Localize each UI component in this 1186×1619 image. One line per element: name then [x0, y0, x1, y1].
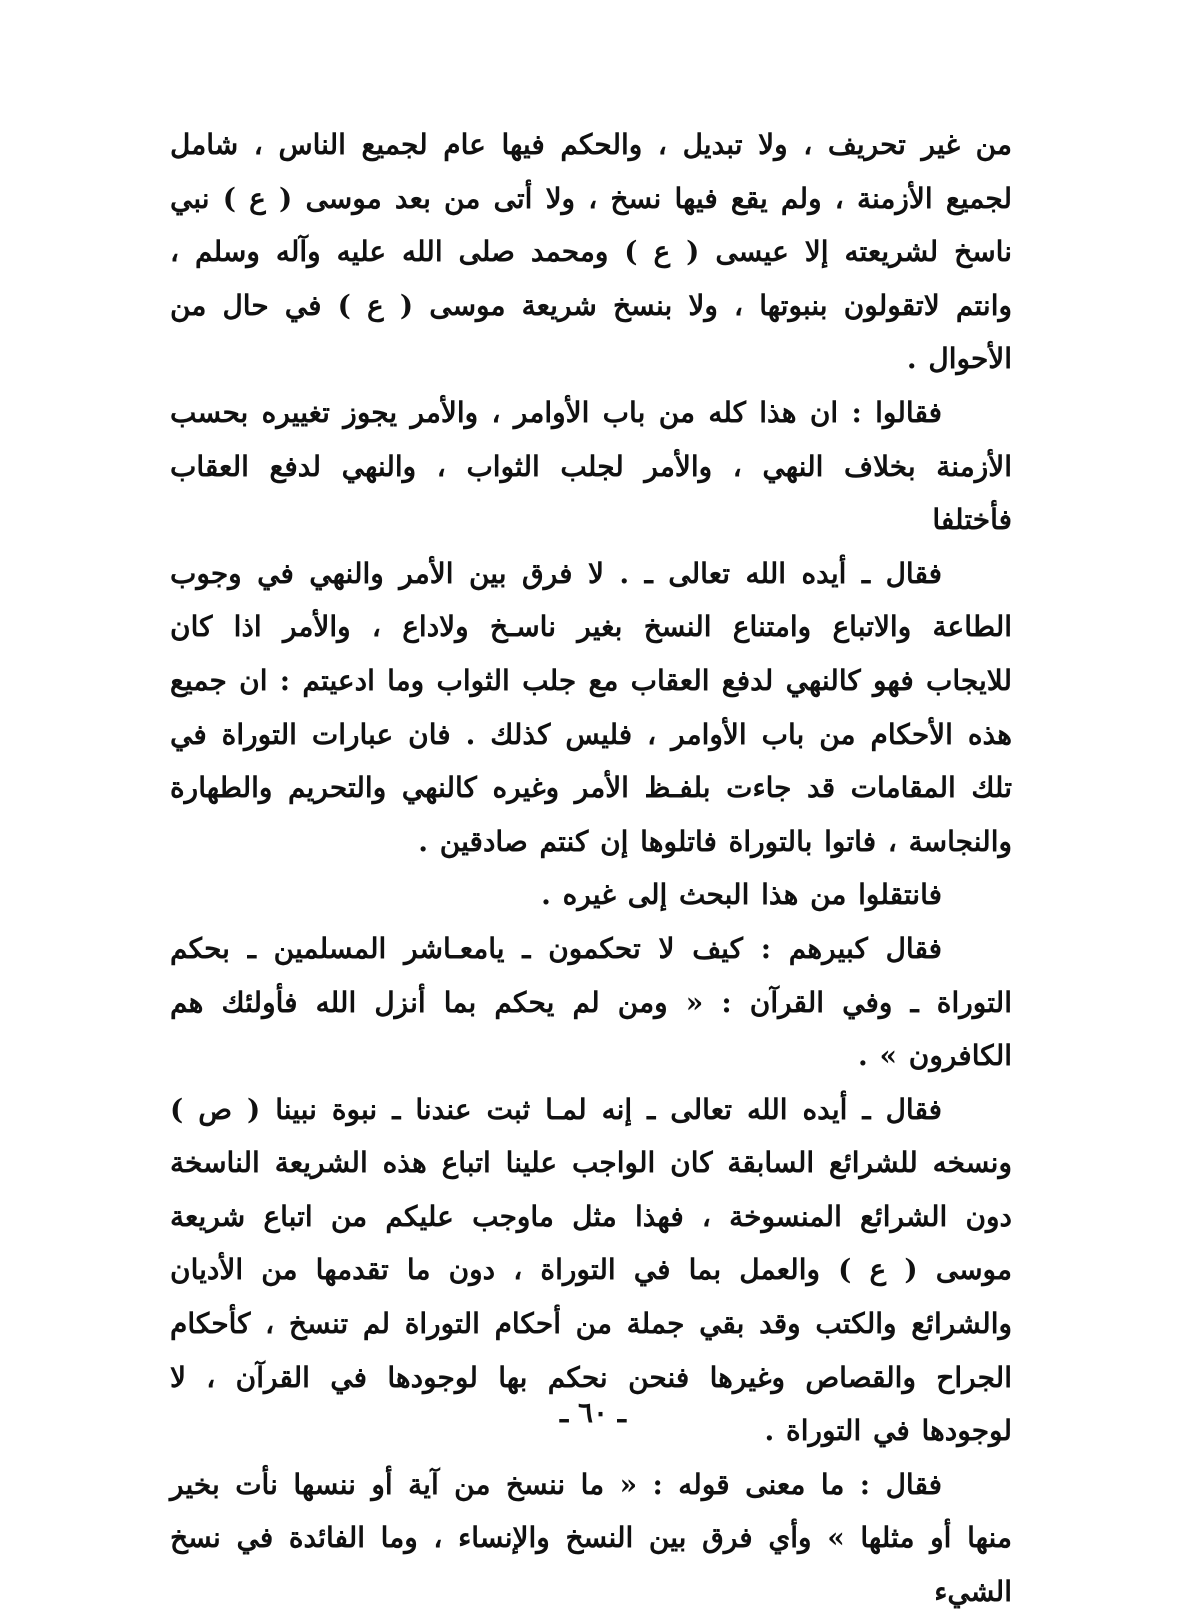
paragraph-1: من غير تحريف ، ولا تبديل ، والحكم فيها عام لجميع الناس ، شامل لجميع الأزمنة ، ولم يقع فيها نسخ ، ولا أتى من بعد موسى ( ع ) نبي ناسخ لشريعته إلا عيسى ( ع ) ومحمد صلى الله عليه وآله وسلم ، وانتم لاتقولون بنبوتها ، ولا بنسخ شريعة موسى ( ع ) في حال من الأحوال .: [170, 128, 1012, 376]
paragraph-5: فقال كبيرهم : كيف لا تحكمون ـ يامعـاشر المسلمين ـ بحكم التوراة ـ وفي القرآن : « ومن لم يحكم بما أنزل الله فأولئك هم الكافرون » .: [170, 931, 1012, 1073]
paragraph-2: فقالوا : ان هذا كله من باب الأوامر ، والأمر يجوز تغييره بحسب الأزمنة بخلاف النهي ، والأمر لجلب الثواب ، والنهي لدفع العقاب فأختلفا: [170, 395, 1012, 537]
paragraph-6: فقال ـ أيده الله تعالى ـ إنه لمـا ثبت عندنا ـ نبوة نبينا ( ص ) ونسخه للشرائع السابقة كان الواجب علينا اتباع هذه الشريعة الناسخة دون الشرائع المنسوخة ، فهذا مثل ماوجب عليكم من اتباع شريعة موسى ( ع ) والعمل بما في التوراة ، دون ما تقدمها من الأديان والشرائع والكتب وقد بقي جملة من أحكام التوراة لم تنسخ ، كأحكام الجراح والقصاص وغيرها فنحن نحكم بها لوجودها في القرآن ، لا لوجودها في التوراة .: [170, 1092, 1012, 1448]
body-text: [170, 118, 1012, 1619]
paragraph-3: فقال ـ أيده الله تعالى ـ . لا فرق بين الأمر والنهي في وجوب الطاعة والاتباع وامتناع النسخ بغير ناسـخ ولاداع ، والأمر اذا كان للايجاب فهو كالنهي لدفع العقاب مع جلب الثواب وما ادعيتم : ان جميع هذه الأحكام من باب الأوامر ، فليس كذلك . فان عبارات التوراة في تلك المقامات قد جاءت بلفـظ الأمر وغيره كالنهي والتحريم والطهارة والنجاسة ، فاتوا بالتوراة فاتلوها إن كنتم صادقين .: [170, 556, 1012, 858]
paragraph-7: فقال : ما معنى قوله : « ما ننسخ من آية أو ننسها نأت بخير منها أو مثلها » وأي فرق بين النسخ والإنساء ، وما الفائدة في نسخ الشيء: [170, 1467, 1012, 1609]
page-number: ـ ٦٠ ـ: [560, 1396, 626, 1429]
paragraph-4: فانتقلوا من هذا البحث إلى غيره .: [541, 878, 942, 912]
